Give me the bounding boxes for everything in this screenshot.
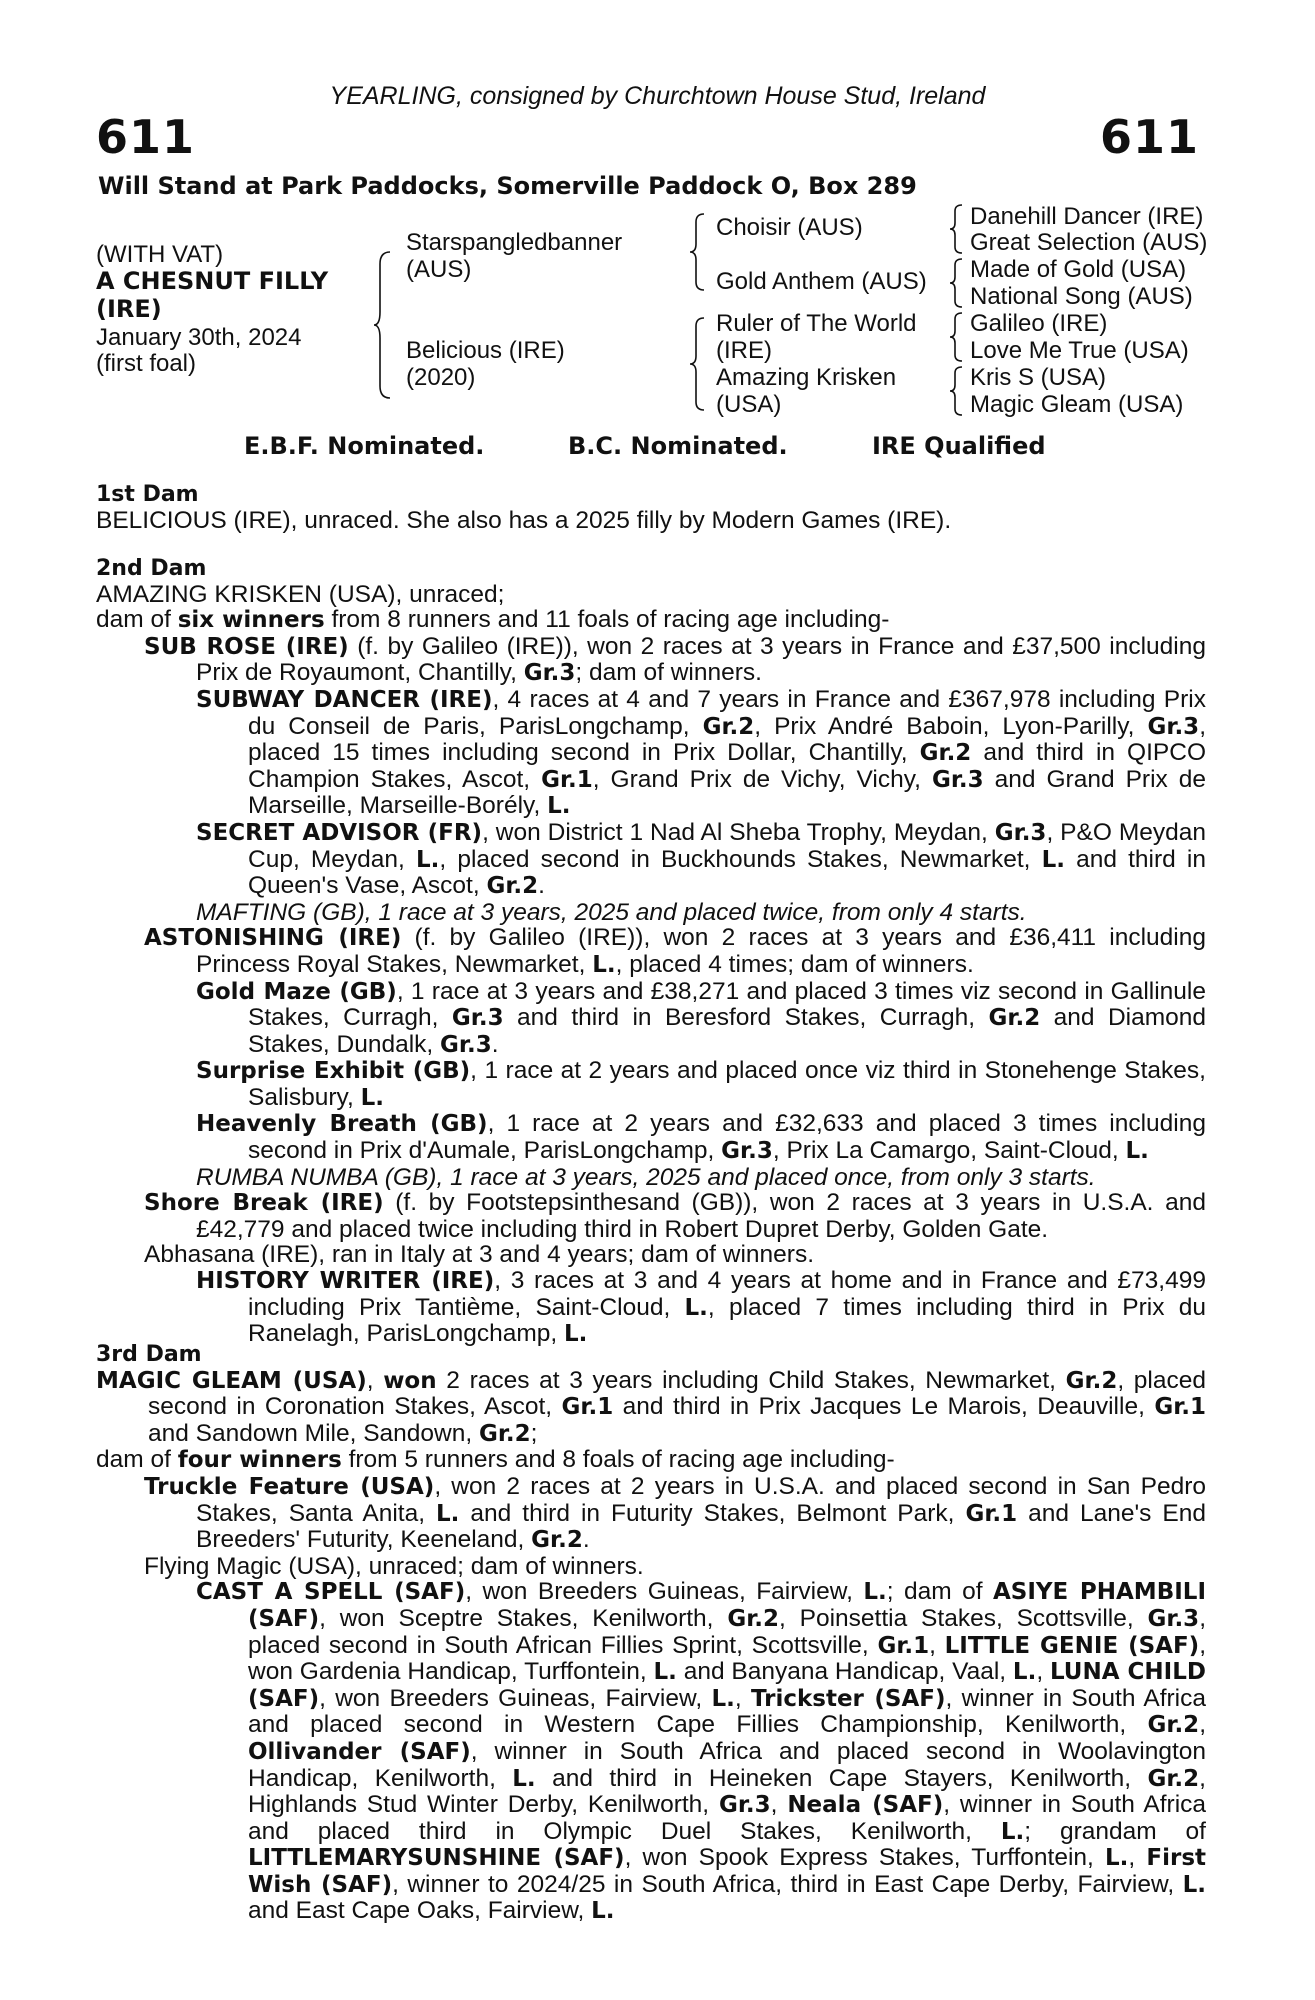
ggdam-4: Magic Gleam (USA) (970, 391, 1184, 418)
lot-number-right: 611 (1099, 110, 1199, 164)
stand-location: Will Stand at Park Paddocks, Somerville Paddock O, Box 289 (98, 172, 917, 200)
horse-name: MAGIC GLEAM (USA) (96, 1367, 367, 1394)
produce-entry: SECRET ADVISOR (FR), won District 1 Nad Al Sheba Trophy, Meydan, Gr.3, P&O Meydan Cup, Meydan, L., placed second in Buckhounds Stakes, Newmarket, L. and third in Queen's Vase, Ascot, Gr.2. (196, 818, 1207, 900)
horse-name: Shore Break (IRE) (144, 1190, 384, 1217)
produce-entry: Shore Break (IRE) (f. by Footstepsinthesand (GB)), won 2 races at 3 years in U.S.A. and £42,779 and placed twice including third in Robert Dupret Derby, Golden Gate. (144, 1189, 1206, 1243)
pedigree-brace (688, 212, 708, 292)
horse-name: CAST A SPELL (SAF) (196, 1579, 466, 1606)
horse-name: Surprise Exhibit (GB) (196, 1058, 471, 1085)
ggdam-2: National Song (AUS) (970, 283, 1193, 310)
horse-name: SUBWAY DANCER (IRE) (196, 686, 493, 713)
third-dam-record: MAGIC GLEAM (USA), won 2 races at 3 years including Child Stakes, Newmarket, Gr.2, placed second in Coronation Stakes, Ascot, Gr.1 and third in Prix Jacques Le Marois, Deauville, Gr.1 and Sandown Mile, Sandown, Gr.2; (96, 1366, 1206, 1447)
ggdam-3: Love Me True (USA) (970, 337, 1189, 364)
foal-note: (first foal) (96, 350, 197, 377)
dam-dam: Amazing Krisken (716, 364, 897, 391)
third-dam-section (96, 1342, 1206, 1925)
pedigree-brace (688, 316, 708, 412)
pedigree-brace (372, 250, 394, 400)
second-dam-intro: AMAZING KRISKEN (USA), unraced; (96, 580, 505, 608)
first-dam-heading: 1st Dam (96, 482, 199, 507)
produce-entry: Surprise Exhibit (GB), 1 race at 2 years and placed once viz third in Stonehenge Stakes, Salisbury, L. (196, 1057, 1206, 1111)
first-dam-section (96, 482, 1206, 533)
dam-sire: Ruler of The World (716, 310, 917, 337)
second-dam-section (96, 556, 1206, 1348)
horse-name: SECRET ADVISOR (FR) (196, 819, 483, 846)
second-dam-produce-summary: dam of six winners from 8 runners and 11 foals of racing age including- (96, 606, 890, 634)
produce-entry: Gold Maze (GB), 1 race at 3 years and £38,271 and placed 3 times viz second in Gallinule Stakes, Curragh, Gr.3 and third in Beresford Stakes, Curragh, Gr.2 and Diamond Stakes, Dundalk, Gr.3. (196, 977, 1207, 1058)
ggsire-2: Made of Gold (USA) (970, 256, 1187, 283)
produce-entry: SUBWAY DANCER (IRE), 4 races at 4 and 7 years in France and £367,978 including Prix du Conseil de Paris, ParisLongchamp, Gr.2, Prix André Baboin, Lyon-Parilly, Gr.3, placed 15 times including second in Prix Dollar, Chantilly, Gr.2 and third in QIPCO Champion Stakes, Ascot, Gr.1, Grand Prix de Vichy, Vichy, Gr.3 and Grand Prix de Marseille, Marseille-Borély, L. (196, 685, 1206, 820)
bc-nomination: B.C. Nominated. (568, 432, 788, 460)
pedigree-brace (948, 203, 966, 255)
ggsire-3: Galileo (IRE) (970, 310, 1108, 337)
ebf-nomination: E.B.F. Nominated. (244, 432, 485, 460)
second-dam-heading: 2nd Dam (96, 556, 207, 581)
ggsire-1: Danehill Dancer (IRE) (970, 203, 1204, 230)
horse-name: A CHESNUT FILLY (96, 267, 329, 295)
dam-sire-country: (IRE) (716, 337, 772, 364)
consignment-note: YEARLING, consigned by Churchtown House Stud, Ireland (329, 82, 986, 110)
sire-sire: Choisir (AUS) (716, 214, 863, 241)
produce-entry: RUMBA NUMBA (GB), 1 race at 3 years, 2025 and placed once, from only 3 starts. (196, 1163, 1096, 1191)
produce-entry: Heavenly Breath (GB), 1 race at 2 years and £32,633 and placed 3 times including second in Prix d'Aumale, ParisLongchamp, Gr.3, Prix La Camargo, Saint-Cloud, L. (196, 1110, 1206, 1165)
produce-entry: HISTORY WRITER (IRE), 3 races at 3 and 4 years at home and in France and £73,499 including Prix Tantième, Saint-Cloud, L., placed 7 times including third in Prix du Ranelagh, ParisLongchamp, L. (196, 1267, 1206, 1348)
date-of-birth: January 30th, 2024 (96, 324, 302, 351)
horse-name: ASTONISHING (IRE) (144, 925, 402, 952)
third-dam-heading: 3rd Dam (96, 1342, 202, 1367)
sire-dam: Gold Anthem (AUS) (716, 268, 927, 295)
third-dam-produce-summary: dam of four winners from 5 runners and 8 foals of racing age including- (96, 1446, 895, 1474)
horse-name: Gold Maze (GB) (196, 978, 397, 1005)
produce-entry: SUB ROSE (IRE) (f. by Galileo (IRE)), won 2 races at 3 years in France and £37,500 including Prix de Royaumont, Chantilly, Gr.3; dam of winners. (144, 632, 1206, 687)
horse-name: SUB ROSE (IRE) (144, 633, 349, 660)
pedigree-brace (948, 311, 966, 363)
ire-qualified: IRE Qualified (872, 432, 1046, 460)
horse-name: HISTORY WRITER (IRE) (196, 1268, 495, 1295)
ggsire-4: Kris S (USA) (970, 364, 1107, 391)
sire-name: Starspangledbanner (406, 229, 623, 256)
horse-name: Truckle Feature (USA) (144, 1473, 435, 1500)
dam-dam-country: (USA) (716, 391, 782, 418)
dam-year: (2020) (406, 364, 476, 391)
pedigree-brace (948, 365, 966, 417)
vat-note: (WITH VAT) (96, 241, 224, 268)
dam-name: Belicious (IRE) (406, 337, 565, 364)
ggdam-1: Great Selection (AUS) (970, 229, 1208, 256)
produce-entry: Truckle Feature (USA), won 2 races at 2 years in U.S.A. and placed second in San Pedro Stakes, Santa Anita, L. and third in Futurity Stakes, Belmont Park, Gr.1 and Lane's End Breeders' Futurity, Keeneland, Gr.2. (144, 1472, 1207, 1554)
pedigree-brace (948, 257, 966, 309)
produce-entry: Abhasana (IRE), ran in Italy at 3 and 4 years; dam of winners. (144, 1241, 815, 1269)
first-dam-text: BELICIOUS (IRE), unraced. She also has a 2025 filly by Modern Games (IRE). (96, 506, 952, 534)
horse-name-country: (IRE) (96, 295, 162, 323)
lot-number-left: 611 (96, 110, 196, 164)
produce-entry: Flying Magic (USA), unraced; dam of winners. (144, 1552, 644, 1580)
sire-country: (AUS) (406, 256, 472, 283)
produce-entry: CAST A SPELL (SAF), won Breeders Guineas, Fairview, L.; dam of ASIYE PHAMBILI (SAF), won Sceptre Stakes, Kenilworth, Gr.2, Poinsettia Stakes, Scottsville, Gr.3, placed second in South African Fillies Sprint, Scottsville, Gr.1, LITTLE GENIE (SAF), won Gardenia Handicap, Turffontein, L. and Banyana Handicap, Vaal, L., LUNA CHILD (SAF), won Breeders Guineas, Fairview, L., Trickster (SAF), winner in South Africa and placed second in Western Cape Fillies Championship, Kenilworth, Gr.2, Ollivander (SAF), winner in South Africa and placed second in Woolavington Handicap, Kenilworth, L. and third in Heineken Cape Stayers, Kenilworth, Gr.2, Highlands Stud Winter Derby, Kenilworth, Gr.3, Neala (SAF), winner in South Africa and placed third in Olympic Duel Stakes, Kenilworth, L.; grandam of LITTLEMARYSUNSHINE (SAF), won Spook Express Stakes, Turffontein, L., First Wish (SAF), winner to 2024/25 in South Africa, third in East Cape Derby, Fairview, L. and East Cape Oaks, Fairview, L. (196, 1578, 1207, 1925)
produce-entry: MAFTING (GB), 1 race at 3 years, 2025 and placed twice, from only 4 starts. (196, 898, 1027, 926)
produce-entry: ASTONISHING (IRE) (f. by Galileo (IRE)), won 2 races at 3 years and £36,411 including Princess Royal Stakes, Newmarket, L., placed 4 times; dam of winners. (144, 924, 1206, 978)
horse-name: Heavenly Breath (GB) (196, 1111, 488, 1138)
